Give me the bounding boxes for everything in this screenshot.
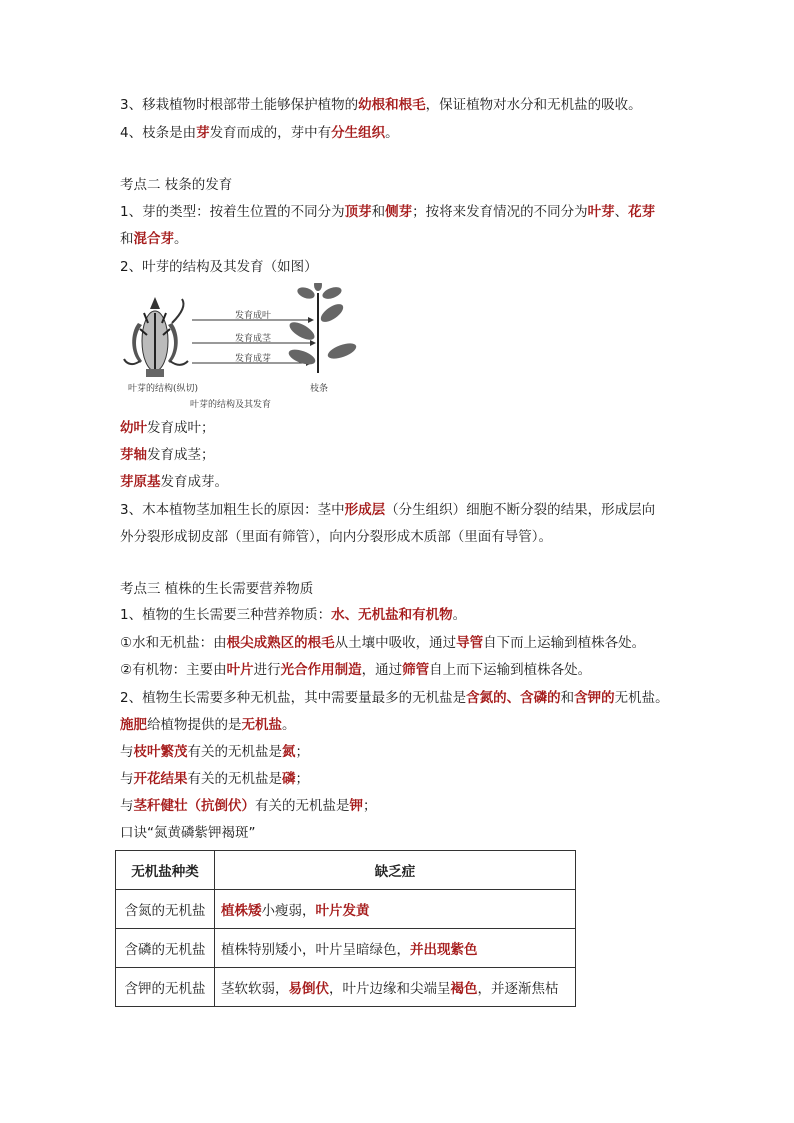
- table-cell: 含磷的无机盐: [116, 929, 215, 968]
- bud-types-text-cont: 和混合芽。: [120, 231, 188, 247]
- phosphorus-text: 与开花结果有关的无机盐是磷；: [120, 771, 309, 787]
- table-cell: 茎软软弱，易倒伏，叶片边缘和尖端呈褐色，并逐渐焦枯: [215, 968, 576, 1007]
- table-row: [116, 968, 576, 1007]
- table-row: [116, 929, 576, 968]
- table-cell: 含氮的无机盐: [116, 890, 215, 929]
- mnemonic-text: 口诀“氮黄磷紫钾褐斑”: [120, 825, 256, 841]
- development-leaf: 幼叶发育成叶；: [120, 420, 215, 436]
- table-header-row: [116, 851, 576, 890]
- point-3-text: 3、移栽植物时根部带土能够保护植物的幼根和根毛，保证植物对水分和无机盐的吸收。: [120, 97, 642, 113]
- thickening-text: 3、木本植物茎加粗生长的原因：茎中形成层（分生组织）细胞不断分裂的结果，形成层向: [120, 502, 656, 518]
- table-cell: 含钾的无机盐: [116, 968, 215, 1007]
- section-heading-2: 考点二 枝条的发育: [120, 177, 233, 193]
- organic-matter-text: ②有机物：主要由叶片进行光合作用制造，通过筛管自上而下运输到植株各处。: [120, 662, 592, 678]
- leaf-bud-figure: [120, 283, 370, 413]
- leaf-bud-section-drawing: [124, 297, 188, 377]
- table-header: 缺乏症: [215, 851, 576, 890]
- figure-label-bud: 发育成芽: [235, 354, 272, 364]
- thickening-text-cont: 外分裂形成韧皮部（里面有筛管），向内分裂形成木质部（里面有导管）。: [120, 529, 552, 545]
- figure-left-caption: 叶芽的结构(纵切): [128, 384, 199, 394]
- table-header: 无机盐种类: [116, 851, 215, 890]
- figure-caption: 叶芽的结构及其发育: [190, 400, 272, 410]
- water-minerals-text: ①水和无机盐：由根尖成熟区的根毛从土壤中吸收，通过导管自下而上运输到植株各处。: [120, 635, 646, 651]
- nitrogen-text: 与枝叶繁茂有关的无机盐是氮；: [120, 744, 309, 760]
- fertilizer-text: 施肥给植物提供的是无机盐。: [120, 717, 296, 733]
- branch-drawing: [287, 283, 358, 373]
- table-row: [116, 890, 576, 929]
- deficiency-table: [115, 850, 576, 1007]
- minerals-text: 2、植物生长需要多种无机盐，其中需要量最多的无机盐是含氮的、含磷的和含钾的无机盐。: [120, 690, 669, 706]
- table-cell: 植株矮小瘦弱，叶片发黄: [215, 890, 576, 929]
- development-stem: 芽轴发育成茎；: [120, 447, 215, 463]
- point-4-text: 4、枝条是由芽发育而成的，芽中有分生组织。: [120, 125, 399, 141]
- figure-label-leaf: 发育成叶: [235, 311, 272, 321]
- leaf-bud-structure-heading: 2、叶芽的结构及其发育（如图）: [120, 259, 318, 275]
- potassium-text: 与茎秆健壮（抗倒伏）有关的无机盐是钾；: [120, 798, 377, 814]
- development-bud: 芽原基发育成芽。: [120, 474, 228, 490]
- section-heading-3: 考点三 植株的生长需要营养物质: [120, 581, 314, 597]
- bud-types-text: 1、芽的类型：按着生位置的不同分为顶芽和侧芽；按将来发育情况的不同分为叶芽、花芽: [120, 204, 656, 220]
- table-cell: 植株特别矮小，叶片呈暗绿色，并出现紫色: [215, 929, 576, 968]
- figure-right-caption: 枝条: [310, 384, 329, 394]
- nutrients-text: 1、植物的生长需要三种营养物质：水、无机盐和有机物。: [120, 607, 467, 623]
- figure-label-stem: 发育成茎: [235, 334, 272, 344]
